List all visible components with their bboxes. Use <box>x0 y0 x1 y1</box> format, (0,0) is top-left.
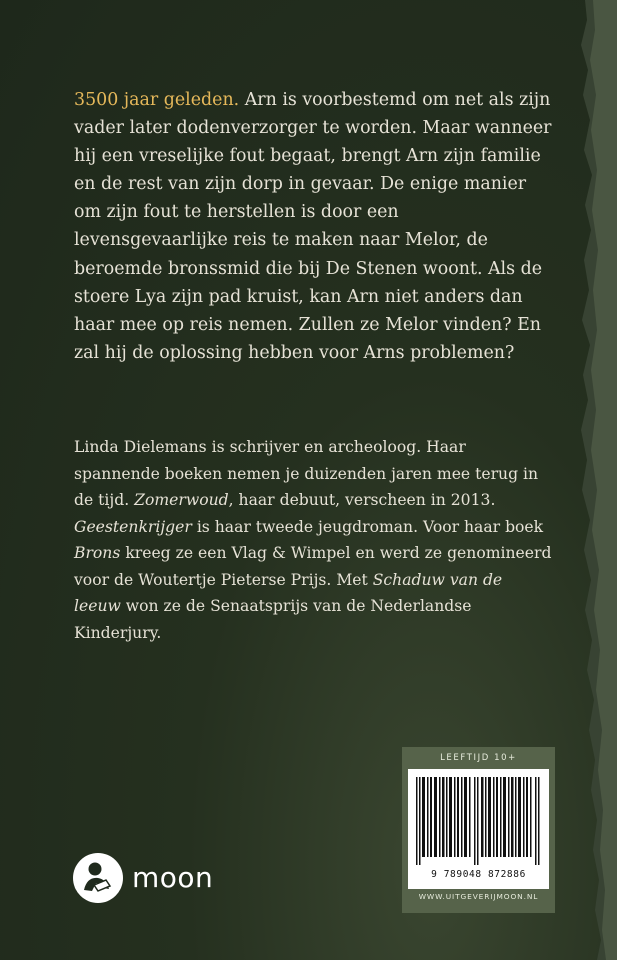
bio-book-title-2: Geestenkrijger <box>74 517 192 536</box>
book-blurb <box>74 86 552 367</box>
bio-text-1: Linda Dielemans is schrijver en archeoloog. Haar spannende boeken nemen je duizenden jaren mee terug in de tijd. <box>74 438 539 509</box>
blurb-highlight: 3500 jaar geleden. <box>74 90 240 110</box>
barcode-panel <box>402 747 555 913</box>
logo-text: moon <box>132 861 214 894</box>
bio-book-title-3: Brons <box>74 544 121 562</box>
torn-paper-edge <box>557 0 617 960</box>
barcode-icon <box>416 777 541 865</box>
publisher-logo <box>72 852 213 904</box>
age-label: LEEFTIJD 10+ <box>440 753 517 763</box>
isbn-number: 9 789048 872886 <box>431 869 526 880</box>
moon-reader-logo-icon <box>72 852 124 904</box>
barcode-label <box>408 769 549 889</box>
publisher-url: WWW.UITGEVERIJMOON.NL <box>418 892 539 901</box>
bio-text-4: kreeg ze een Vlag & Wimpel en werd ze genomineerd voor de Woutertje Pieterse Prijs. Met <box>74 544 552 589</box>
bio-book-title-4: Schaduw van de leeuw <box>74 570 503 615</box>
bio-text-2: , haar debuut, verscheen in 2013. <box>228 491 496 509</box>
blurb-text: Arn is voorbestemd om net als zijn vader later dodenverzorger te worden. Maar wanneer hij een vreselijke fout begaat, brengt Arn zijn familie en de rest van zijn dorp in gevaar. De enige manier om zijn fout te herstellen is door een levensgevaarlijke reis te maken naar Melor, de beroemde bronssmid die bij De Stenen woont. Als de stoere Lya zijn pad kruist, kan Arn niet anders dan haar mee op reis nemen. Zullen ze Melor vinden? En zal hij de oplossing hebben voor Arns problemen? <box>74 90 552 363</box>
bio-text-3: is haar tweede jeugdroman. Voor haar boek <box>191 517 544 536</box>
author-bio <box>74 434 552 646</box>
bio-book-title-1: Zomerwoud <box>134 491 229 509</box>
bio-text-5: won ze de Senaatsprijs van de Nederlandse Kinderjury. <box>74 597 472 642</box>
